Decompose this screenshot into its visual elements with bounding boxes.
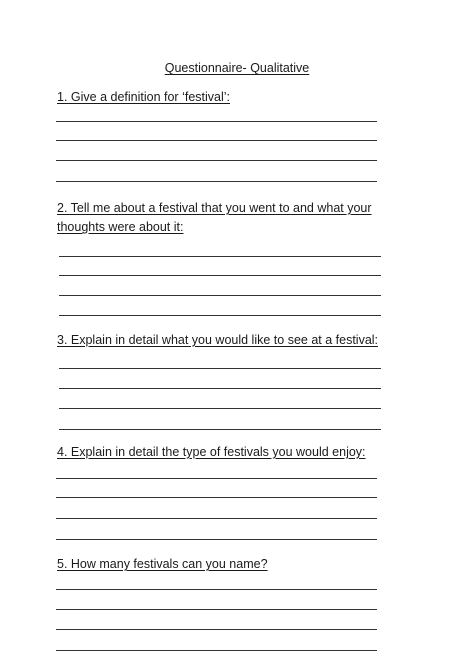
answer-line[interactable]	[56, 140, 377, 141]
question-4: 4. Explain in detail the type of festivals you would enjoy:	[57, 445, 366, 459]
answer-line[interactable]	[56, 160, 377, 161]
answer-line[interactable]	[59, 256, 381, 257]
answer-line[interactable]	[59, 388, 381, 389]
answer-line[interactable]	[56, 539, 377, 540]
document-title: Questionnaire- Qualitative	[164, 61, 310, 75]
answer-line[interactable]	[56, 589, 377, 590]
question-2: 2. Tell me about a festival that you went to and what your thoughts were about it:	[57, 201, 372, 234]
answer-line[interactable]	[56, 121, 377, 122]
document-title-wrap	[0, 60, 474, 76]
answer-line[interactable]	[59, 295, 381, 296]
answer-line[interactable]	[56, 650, 377, 651]
answer-line[interactable]	[59, 368, 381, 369]
question-1: 1. Give a definition for ‘festival’:	[57, 90, 230, 104]
answer-line[interactable]	[56, 497, 377, 498]
answer-line[interactable]	[59, 408, 381, 409]
answer-line[interactable]	[56, 478, 377, 479]
question-3: 3. Explain in detail what you would like to see at a festival:	[57, 333, 379, 347]
answer-line[interactable]	[56, 609, 377, 610]
answer-line[interactable]	[59, 275, 381, 276]
answer-line[interactable]	[59, 315, 381, 316]
answer-line[interactable]	[56, 629, 377, 630]
answer-line[interactable]	[56, 518, 377, 519]
answer-line[interactable]	[59, 429, 381, 430]
answer-line[interactable]	[56, 181, 377, 182]
question-5: 5. How many festivals can you name?	[57, 557, 268, 571]
